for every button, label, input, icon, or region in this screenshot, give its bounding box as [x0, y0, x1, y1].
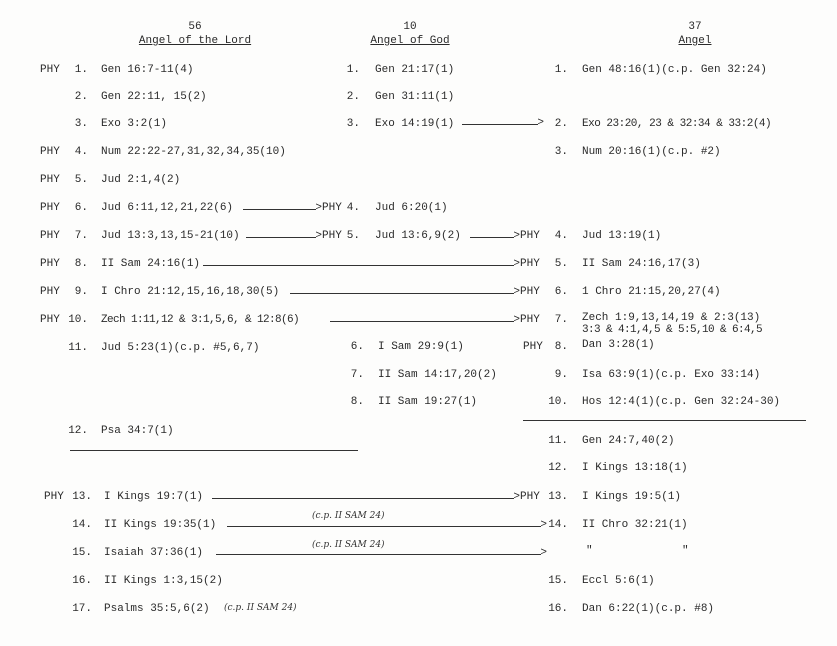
verse-reference: Exo 3:2(1) — [101, 118, 168, 130]
entry-number: 15. — [72, 547, 92, 559]
entry-number: 5. — [554, 258, 568, 270]
entry-number: 8. — [554, 341, 568, 353]
entry-number: 9. — [554, 369, 568, 381]
verse-reference: Dan 3:28(1) — [582, 339, 655, 351]
phy-marker: PHY — [40, 146, 60, 158]
phy-marker: PHY — [520, 314, 540, 326]
phy-marker: PHY — [44, 491, 64, 503]
entry-number: 2. — [346, 91, 360, 103]
cross-reference-arrow — [216, 554, 541, 555]
section-divider — [70, 450, 358, 451]
entry-number: 15. — [548, 575, 568, 587]
phy-marker: PHY — [40, 230, 60, 242]
count: 37 — [688, 21, 702, 33]
phy-marker: PHY — [40, 258, 60, 270]
entry-number: 7. — [554, 314, 568, 326]
cross-reference-arrow — [203, 265, 514, 266]
verse-reference: I Chro 21:12,15,16,18,30(5) — [101, 286, 280, 298]
verse-reference: Jud 13:19(1) — [582, 230, 662, 242]
entry-number: 7. — [74, 230, 88, 242]
verse-reference: Dan 6:22(1)(c.p. #8) — [582, 603, 715, 615]
entry-number: 5. — [346, 230, 360, 242]
phy-marker: PHY — [40, 202, 60, 214]
phy-marker: PHY — [520, 491, 540, 503]
verse-reference: I Kings 13:18(1) — [582, 462, 688, 474]
verse-reference: Gen 22:11, 15(2) — [101, 91, 207, 103]
phy-marker: PHY — [520, 230, 540, 242]
verse-reference: Gen 24:7,40(2) — [582, 435, 675, 447]
verse-reference: Jud 13:6,9(2) — [375, 230, 461, 242]
entry-number: 4. — [74, 146, 88, 158]
column-title: Angel — [678, 35, 712, 47]
verse-reference: Isaiah 37:36(1) — [104, 547, 204, 559]
verse-reference: Jud 6:11,12,21,22(6) — [101, 202, 234, 214]
verse-reference: II Sam 24:16,17(3) — [582, 258, 701, 270]
entry-number: 1. — [554, 64, 568, 76]
entry-number: 3. — [74, 118, 88, 130]
entry-number: 5. — [74, 174, 88, 186]
entry-number: 16. — [72, 575, 92, 587]
verse-reference: II Sam 24:16(1) — [101, 258, 201, 270]
entry-number: 8. — [350, 396, 364, 408]
verse-reference: I Kings 19:7(1) — [104, 491, 204, 503]
header-angel — [660, 20, 730, 48]
verse-reference: Exo 14:19(1) — [375, 118, 455, 130]
section-divider — [523, 420, 806, 421]
verse-reference: Zech 1:11,12 & 3:1,5,6, & 12:8(6) — [101, 314, 300, 326]
cross-reference-arrow — [212, 498, 514, 499]
entry-number: 4. — [554, 230, 568, 242]
verse-reference: Hos 12:4(1)(c.p. Gen 32:24-30) — [582, 396, 781, 408]
verse-reference: II Sam 14:17,20(2) — [378, 369, 497, 381]
entry-number: 17. — [72, 603, 92, 615]
verse-reference: Eccl 5:6(1) — [582, 575, 655, 587]
verse-reference: II Kings 1:3,15(2) — [104, 575, 223, 587]
verse-reference: Jud 2:1,4(2) — [101, 174, 181, 186]
phy-marker: PHY — [40, 64, 60, 76]
entry-number: 10. — [548, 396, 568, 408]
phy-marker: PHY — [523, 341, 543, 353]
count: 56 — [188, 21, 202, 33]
entry-number: 12. — [68, 425, 88, 437]
cross-reference-arrow — [246, 237, 316, 238]
verse-reference: Gen 48:16(1)(c.p. Gen 32:24) — [582, 64, 767, 76]
phy-marker: PHY — [40, 174, 60, 186]
verse-reference: Gen 16:7-11(4) — [101, 64, 194, 76]
ditto-mark: " — [682, 545, 689, 557]
entry-number: 13. — [72, 491, 92, 503]
verse-reference: II Chro 32:21(1) — [582, 519, 688, 531]
verse-reference-continuation: 3:3 & 4:1,4,5 & 5:5,10 & 6:4,5 — [582, 324, 763, 336]
entry-number: 10. — [68, 314, 88, 326]
column-title: Angel of God — [370, 35, 450, 47]
count: 10 — [403, 21, 417, 33]
entry-number: 12. — [548, 462, 568, 474]
cross-reference-arrow — [227, 526, 541, 527]
handwritten-note: (c.p. II SAM 24) — [224, 603, 297, 613]
verse-reference: Zech 1:9,13,14,19 & 2:3(13) — [582, 312, 761, 324]
verse-reference: 1 Chro 21:15,20,27(4) — [582, 286, 721, 298]
verse-reference: Num 22:22-27,31,32,34,35(10) — [101, 146, 286, 158]
phy-marker: PHY — [322, 202, 342, 214]
cross-reference-arrow — [462, 124, 538, 125]
cross-reference-arrow — [330, 321, 514, 322]
verse-reference: Jud 5:23(1)(c.p. #5,6,7) — [101, 342, 260, 354]
column-title: Angel of the Lord — [138, 35, 252, 47]
cross-reference-arrow — [470, 237, 514, 238]
phy-marker: PHY — [520, 286, 540, 298]
phy-marker: PHY — [520, 258, 540, 270]
entry-number: 4. — [346, 202, 360, 214]
entry-number: 2. — [74, 91, 88, 103]
header-angel-of-god — [355, 20, 465, 48]
entry-number: 6. — [350, 341, 364, 353]
verse-reference: I Kings 19:5(1) — [582, 491, 682, 503]
entry-number: 1. — [346, 64, 360, 76]
verse-reference: Gen 31:11(1) — [375, 91, 455, 103]
entry-number: 3. — [554, 146, 568, 158]
entry-number: 16. — [548, 603, 568, 615]
cross-reference-arrow — [243, 209, 316, 210]
verse-reference: Psalms 35:5,6(2) — [104, 603, 210, 615]
verse-reference: II Kings 19:35(1) — [104, 519, 217, 531]
verse-reference: I Sam 29:9(1) — [378, 341, 464, 353]
handwritten-note: (c.p. II SAM 24) — [312, 540, 385, 550]
entry-number: 7. — [350, 369, 364, 381]
entry-number: 11. — [68, 342, 88, 354]
phy-marker: PHY — [40, 314, 60, 326]
entry-number: 14. — [72, 519, 92, 531]
verse-reference: II Sam 19:27(1) — [378, 396, 478, 408]
handwritten-note: (c.p. II SAM 24) — [312, 511, 385, 521]
phy-marker: PHY — [322, 230, 342, 242]
verse-reference: Num 20:16(1)(c.p. #2) — [582, 146, 721, 158]
verse-reference: Jud 13:3,13,15-21(10) — [101, 230, 240, 242]
verse-reference: Isa 63:9(1)(c.p. Exo 33:14) — [582, 369, 761, 381]
entry-number: 9. — [74, 286, 88, 298]
entry-number: 8. — [74, 258, 88, 270]
verse-reference: Gen 21:17(1) — [375, 64, 455, 76]
phy-marker: PHY — [40, 286, 60, 298]
entry-number: 6. — [74, 202, 88, 214]
entry-number: 11. — [548, 435, 568, 447]
entry-number: 3. — [346, 118, 360, 130]
entry-number: 1. — [74, 64, 88, 76]
entry-number: 13. — [548, 491, 568, 503]
verse-reference: Psa 34:7(1) — [101, 425, 174, 437]
entry-number: 2. — [554, 118, 568, 130]
entry-number: 14. — [548, 519, 568, 531]
entry-number: 6. — [554, 286, 568, 298]
ditto-mark: " — [586, 545, 593, 557]
header-angel-of-the-lord — [130, 20, 260, 48]
verse-reference: Jud 6:20(1) — [375, 202, 448, 214]
verse-reference: Exo 23:20, 23 & 32:34 & 33:2(4) — [582, 118, 772, 130]
cross-reference-arrow — [290, 293, 514, 294]
